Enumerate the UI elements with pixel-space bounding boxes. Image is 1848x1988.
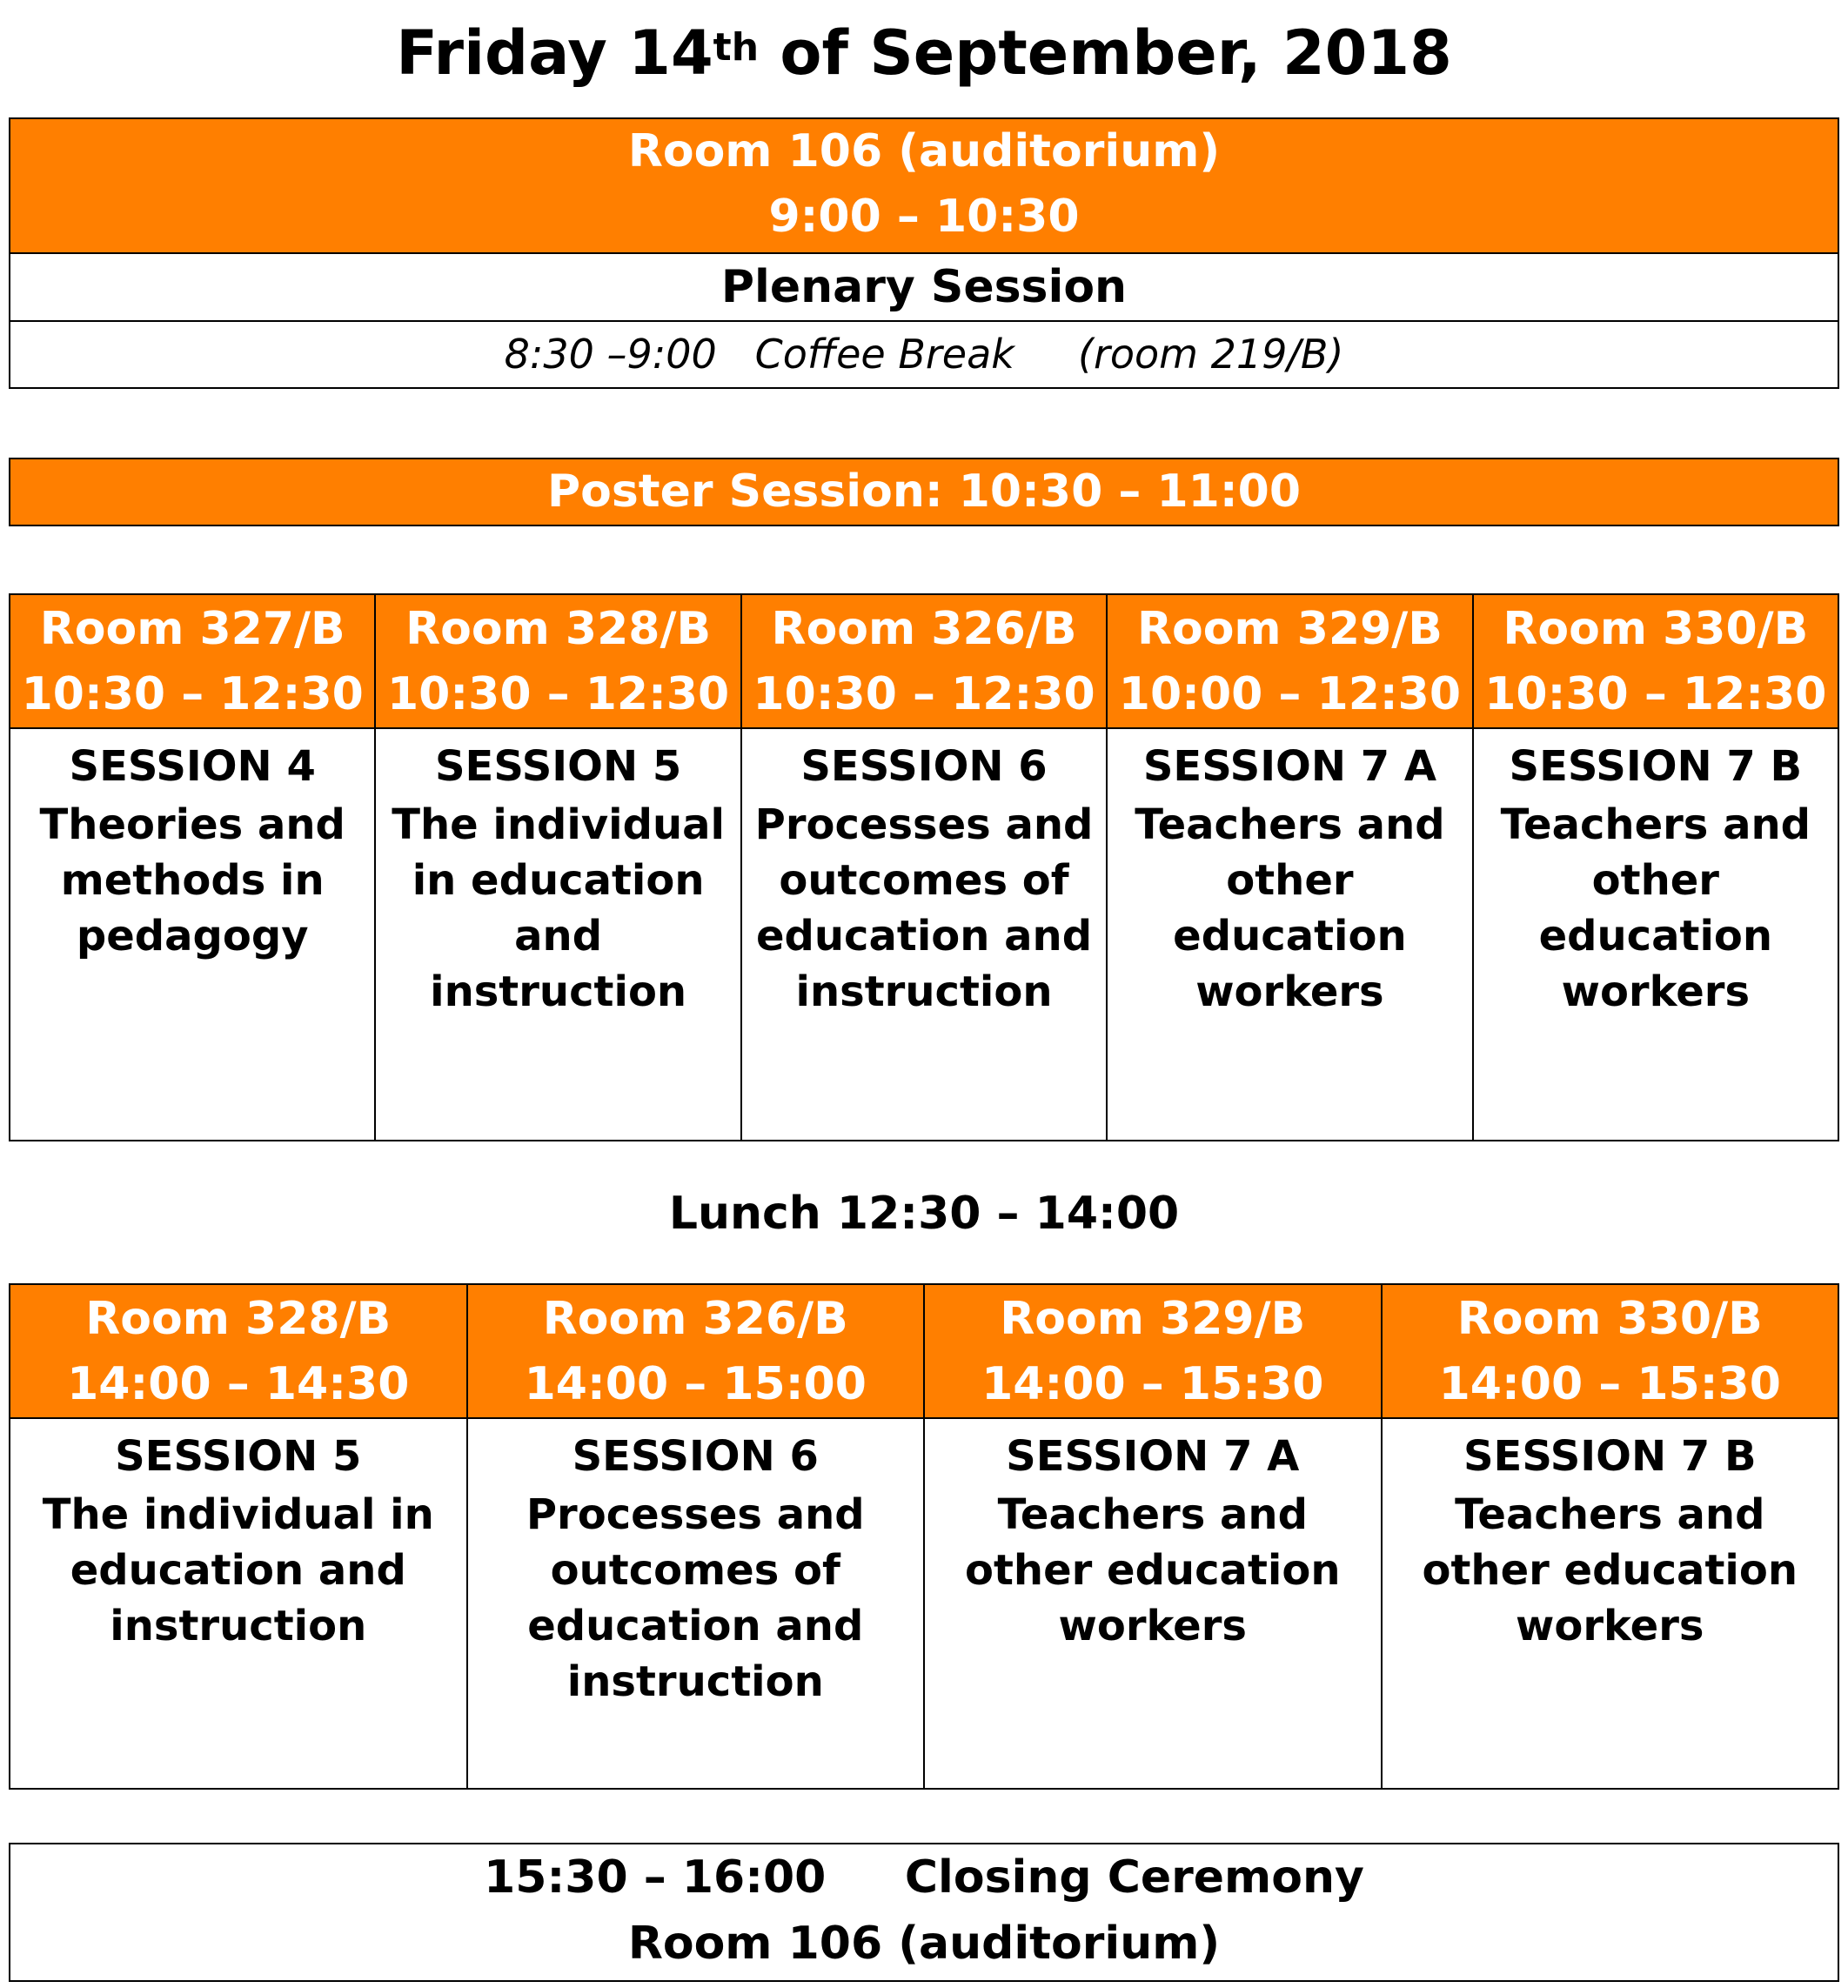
coffee-break-text: 8:30 –9:00 Coffee Break (room 219/B) [504, 331, 1344, 378]
session-time: 10:00 – 12:30 [1118, 668, 1462, 720]
plenary-session-title: Plenary Session [10, 254, 1838, 322]
session-number: SESSION 6 [572, 1432, 819, 1481]
title-prefix: Friday 14 [396, 17, 713, 89]
plenary-room: Room 106 (auditorium) [627, 125, 1221, 177]
coffee-break-row [10, 322, 1838, 387]
session-column [1108, 595, 1473, 1140]
session-number: SESSION 4 [69, 742, 316, 791]
session-topic: Processes and outcomes of education and instruction [754, 800, 1094, 1016]
session-number: SESSION 5 [115, 1432, 362, 1481]
title-superscript: th [713, 25, 760, 70]
session-time: 10:30 – 12:30 [753, 668, 1095, 720]
session-header [1474, 595, 1838, 729]
session-body [925, 1419, 1381, 1788]
session-time: 10:30 – 12:30 [21, 668, 364, 720]
closing-ceremony-block [9, 1843, 1839, 1982]
session-room: Room 330/B [1456, 1293, 1763, 1345]
session-time: 14:00 – 15:30 [981, 1358, 1324, 1410]
session-body [1108, 729, 1471, 1140]
session-body [10, 1419, 466, 1788]
session-body [468, 1419, 924, 1788]
session-header [925, 1285, 1381, 1419]
plenary-block [9, 117, 1839, 389]
session-body [10, 729, 374, 1140]
session-body [1474, 729, 1838, 1140]
session-number: SESSION 7 A [1006, 1432, 1300, 1481]
session-topic: Processes and outcomes of education and instruction [526, 1490, 865, 1706]
session-header [1108, 595, 1471, 729]
session-column [925, 1285, 1383, 1788]
session-column [1383, 1285, 1838, 1788]
page-title [0, 16, 1848, 90]
session-room: Room 327/B [39, 603, 345, 655]
session-body [376, 729, 740, 1140]
session-header [1383, 1285, 1838, 1419]
session-room: Room 326/B [771, 603, 1077, 655]
session-body [742, 729, 1106, 1140]
session-time: 14:00 – 15:30 [1438, 1358, 1781, 1410]
session-column [1474, 595, 1838, 1140]
session-topic: Teachers and other education workers [1135, 800, 1445, 1016]
session-topic: The individual in education and instruction [392, 800, 725, 1016]
closing-room: Room 106 (auditorium) [627, 1918, 1221, 1970]
session-room: Room 328/B [405, 603, 712, 655]
session-room: Room 330/B [1503, 603, 1809, 655]
lunch-break: Lunch 12:30 – 14:00 [668, 1188, 1180, 1240]
session-header [10, 1285, 466, 1419]
session-header [742, 595, 1106, 729]
session-number: SESSION 5 [434, 742, 682, 791]
afternoon-sessions-grid [9, 1283, 1839, 1790]
session-time: 14:00 – 14:30 [67, 1358, 410, 1410]
poster-session-banner: Poster Session: 10:30 – 11:00 [9, 458, 1839, 526]
session-room: Room 328/B [85, 1293, 392, 1345]
session-number: SESSION 7 B [1463, 1432, 1757, 1481]
session-number: SESSION 7 A [1142, 742, 1436, 791]
session-column [468, 1285, 926, 1788]
session-time: 14:00 – 15:00 [524, 1358, 867, 1410]
session-time: 10:30 – 12:30 [1484, 668, 1827, 720]
session-header [376, 595, 740, 729]
session-column [10, 595, 376, 1140]
session-topic: Teachers and other education workers [964, 1490, 1341, 1650]
session-topic: Teachers and other education workers [1500, 800, 1811, 1016]
plenary-time: 9:00 – 10:30 [768, 191, 1080, 243]
morning-sessions-grid [9, 593, 1839, 1141]
plenary-header [10, 119, 1838, 254]
session-column [376, 595, 741, 1140]
session-time: 10:30 – 12:30 [386, 668, 730, 720]
session-number: SESSION 6 [800, 742, 1048, 791]
session-room: Room 329/B [1000, 1293, 1306, 1345]
title-suffix: of September, 2018 [759, 17, 1452, 89]
closing-time-title: 15:30 – 16:00 Closing Ceremony [484, 1851, 1364, 1904]
session-header [468, 1285, 924, 1419]
session-body [1383, 1419, 1838, 1788]
session-header [10, 595, 374, 729]
session-column [10, 1285, 468, 1788]
session-topic: The individual in education and instruction [42, 1490, 434, 1650]
session-topic: Teachers and other education workers [1422, 1490, 1798, 1650]
session-column [742, 595, 1108, 1140]
session-topic: Theories and methods in pedagogy [39, 800, 345, 961]
session-number: SESSION 7 B [1509, 742, 1803, 791]
session-room: Room 329/B [1136, 603, 1443, 655]
session-room: Room 326/B [542, 1293, 848, 1345]
